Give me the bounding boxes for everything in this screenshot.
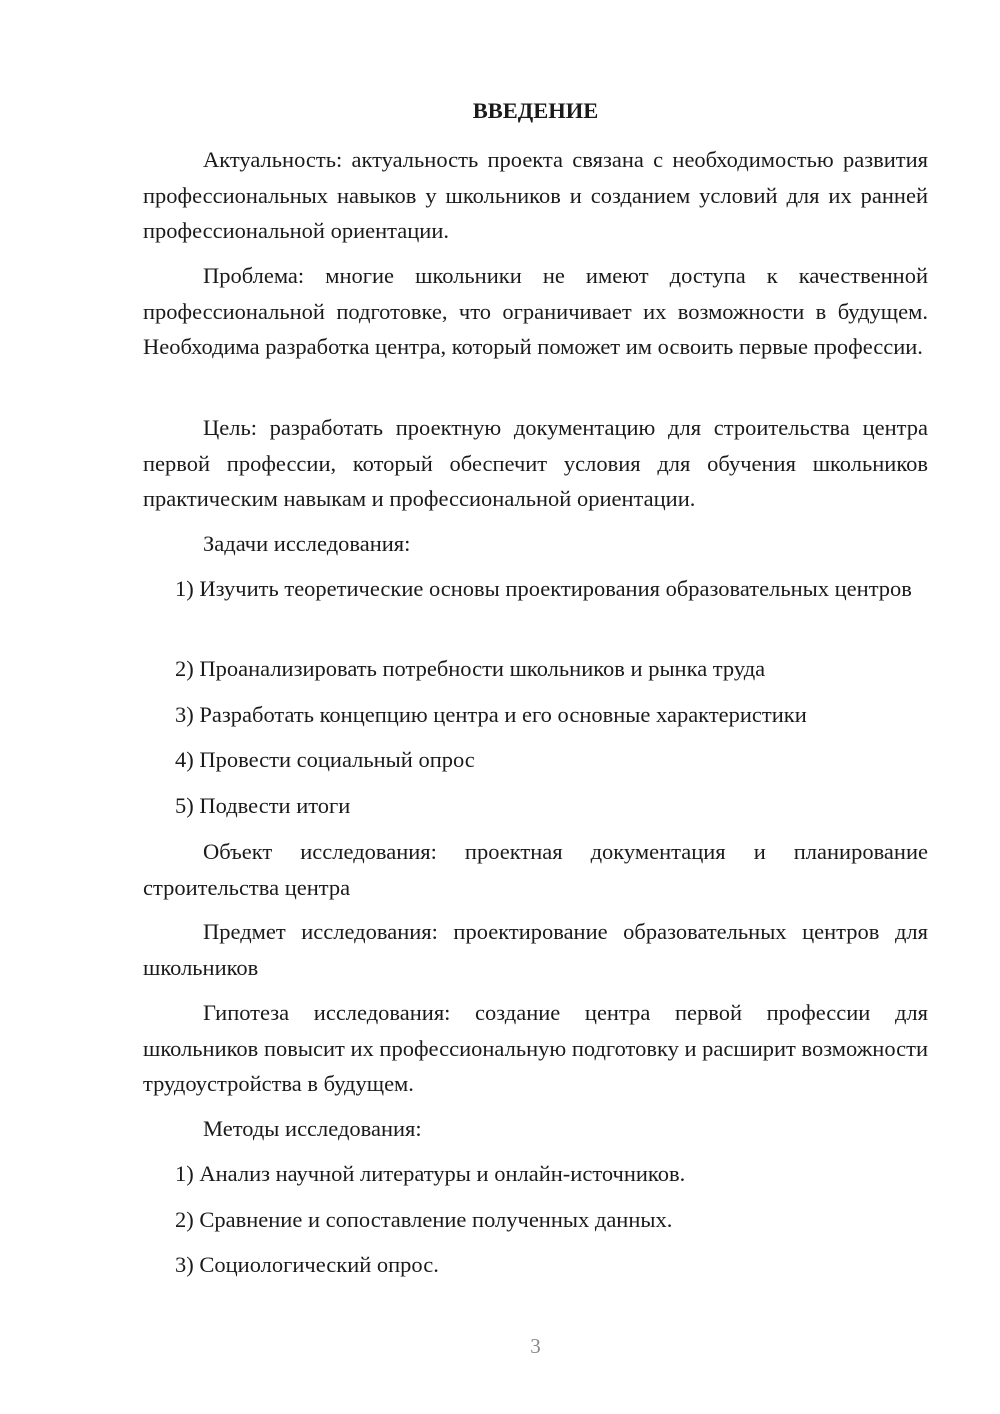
relevance-paragraph: Актуальность: актуальность проекта связана с необходимостью развития профессиональных навыков у школьников и созданием условий для их ранней профессиональной ориентации.	[143, 147, 928, 243]
task-item-3: 3) Разработать концепцию центра и его основные характеристики	[175, 702, 807, 727]
page-title: ВВЕДЕНИЕ	[472, 98, 599, 123]
tasks-heading: Задачи исследования:	[203, 531, 411, 556]
task-item-5: 5) Подвести итоги	[175, 793, 351, 818]
method-item-2: 2) Сравнение и сопоставление полученных данных.	[175, 1207, 673, 1232]
task-item-2: 2) Проанализировать потребности школьников и рынка труда	[175, 656, 766, 681]
goal-paragraph: Цель: разработать проектную документацию для строительства центра первой профессии, который обеспечит условия для обучения школьников практическим навыкам и профессиональной ориентации.	[143, 415, 928, 511]
method-item-1: 1) Анализ научной литературы и онлайн-источников.	[175, 1161, 686, 1186]
object-paragraph: Объект исследования: проектная документация и планирование строительства центра	[143, 839, 928, 900]
page-number: 3	[530, 1334, 541, 1358]
methods-heading: Методы исследования:	[203, 1116, 422, 1141]
document-page	[143, 0, 928, 1414]
task-item-1: 1) Изучить теоретические основы проектирования образовательных центров	[175, 576, 912, 601]
task-item-4: 4) Провести социальный опрос	[175, 747, 475, 772]
problem-paragraph: Проблема: многие школьники не имеют доступа к качественной профессиональной подготовке, что ограничивает их возможности в будущем. Необходима разработка центра, который поможет им освоить первые профессии.	[143, 263, 928, 359]
subject-paragraph: Предмет исследования: проектирование образовательных центров для школьников	[143, 919, 928, 980]
hypothesis-paragraph: Гипотеза исследования: создание центра первой профессии для школьников повысит их профессиональную подготовку и расширит возможности трудоустройства в будущем.	[143, 1000, 928, 1096]
method-item-3: 3) Социологический опрос.	[175, 1252, 439, 1277]
